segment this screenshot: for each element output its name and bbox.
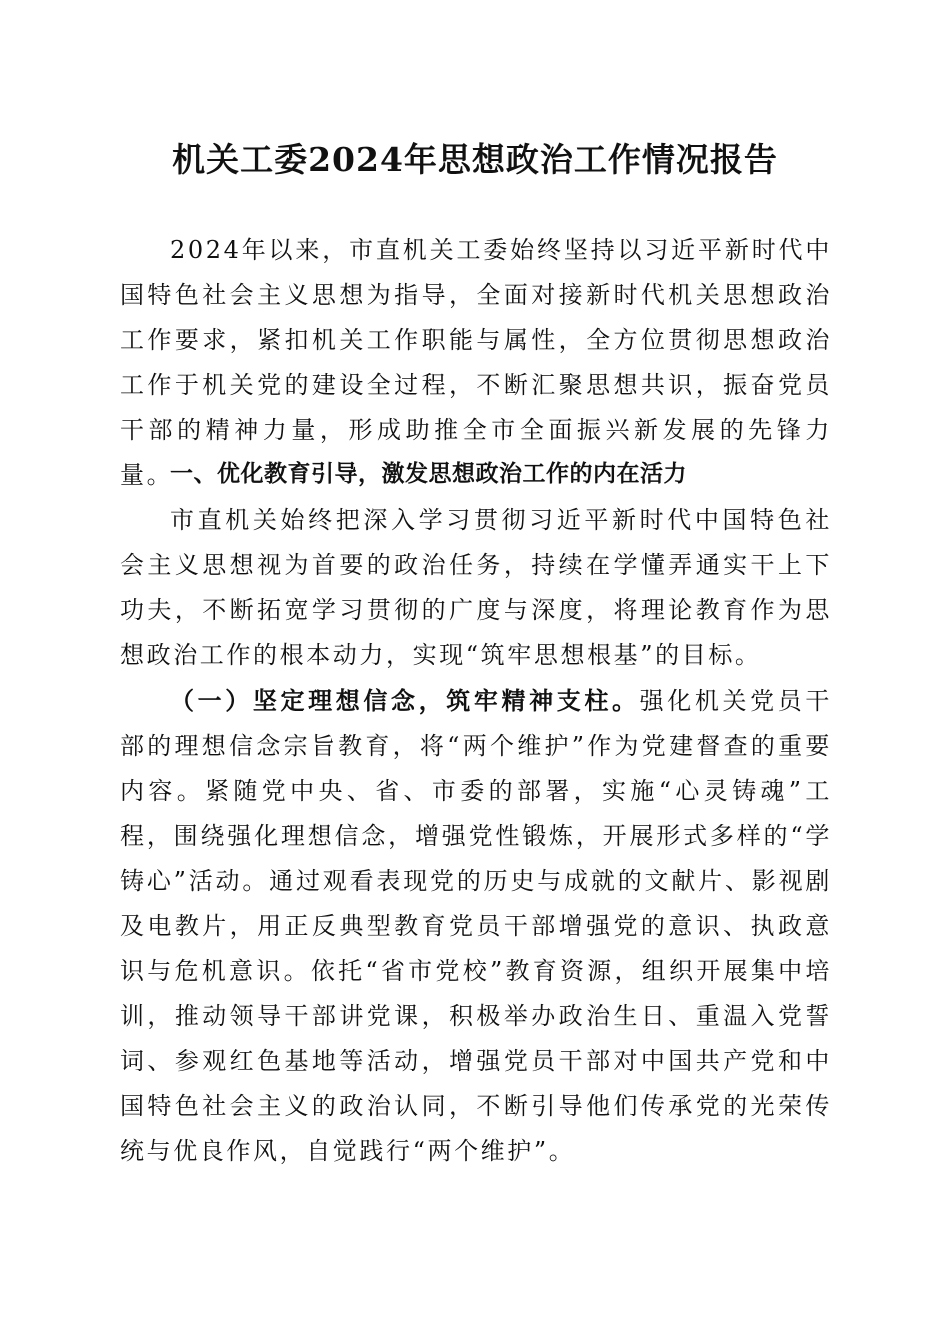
- section-heading: 一、优化教育引导，激发思想政治工作的内在活力: [170, 461, 687, 487]
- subsection-paragraph: [120, 678, 832, 1174]
- intro-paragraph: 2024年以来，市直机关工委始终坚持以习近平新时代中国特色社会主义思想为指导，全面对接新时代机关思想政治工作要求，紧扣机关工作职能与属性，全方位贯彻思想政治工作于机关党的建设全过程，不断汇聚思想共识，振奋党员干部的精神力量，形成助推全市全面振兴新发展的先锋力量。: [120, 236, 832, 489]
- document-title: 机关工委2024年思想政治工作情况报告: [172, 140, 778, 179]
- subsection-body: 强化机关党员干部的理想信念宗旨教育，将“两个维护”作为党建督查的重要内容。紧随党中央、省、市委的部署，实施“心灵铸魂”工程，围绕强化理想信念，增强党性锻炼，开展形式多样的“学铸心”活动。通过观看表现党的历史与成就的文献片、影视剧及电教片，用正反典型教育党员干部增强党的意识、执政意识与危机意识。依托“省市党校”教育资源，组织开展集中培训，推动领导干部讲党课，积极举办政治生日、重温入党誓词、参观红色基地等活动，增强党员干部对中国共产党和中国特色社会主义的政治认同，不断引导他们传承党的光荣传统与优良作风，自觉践行“两个维护”。: [120, 687, 832, 1165]
- section-paragraph: 市直机关始终把深入学习贯彻习近平新时代中国特色社会主义思想视为首要的政治任务，持续在学懂弄通实干上下功夫，不断拓宽学习贯彻的广度与深度，将理论教育作为思想政治工作的根本动力，实现“筑牢思想根基”的目标。: [120, 506, 832, 669]
- subsection-lead: （一）坚定理想信念，筑牢精神支柱。: [170, 686, 640, 715]
